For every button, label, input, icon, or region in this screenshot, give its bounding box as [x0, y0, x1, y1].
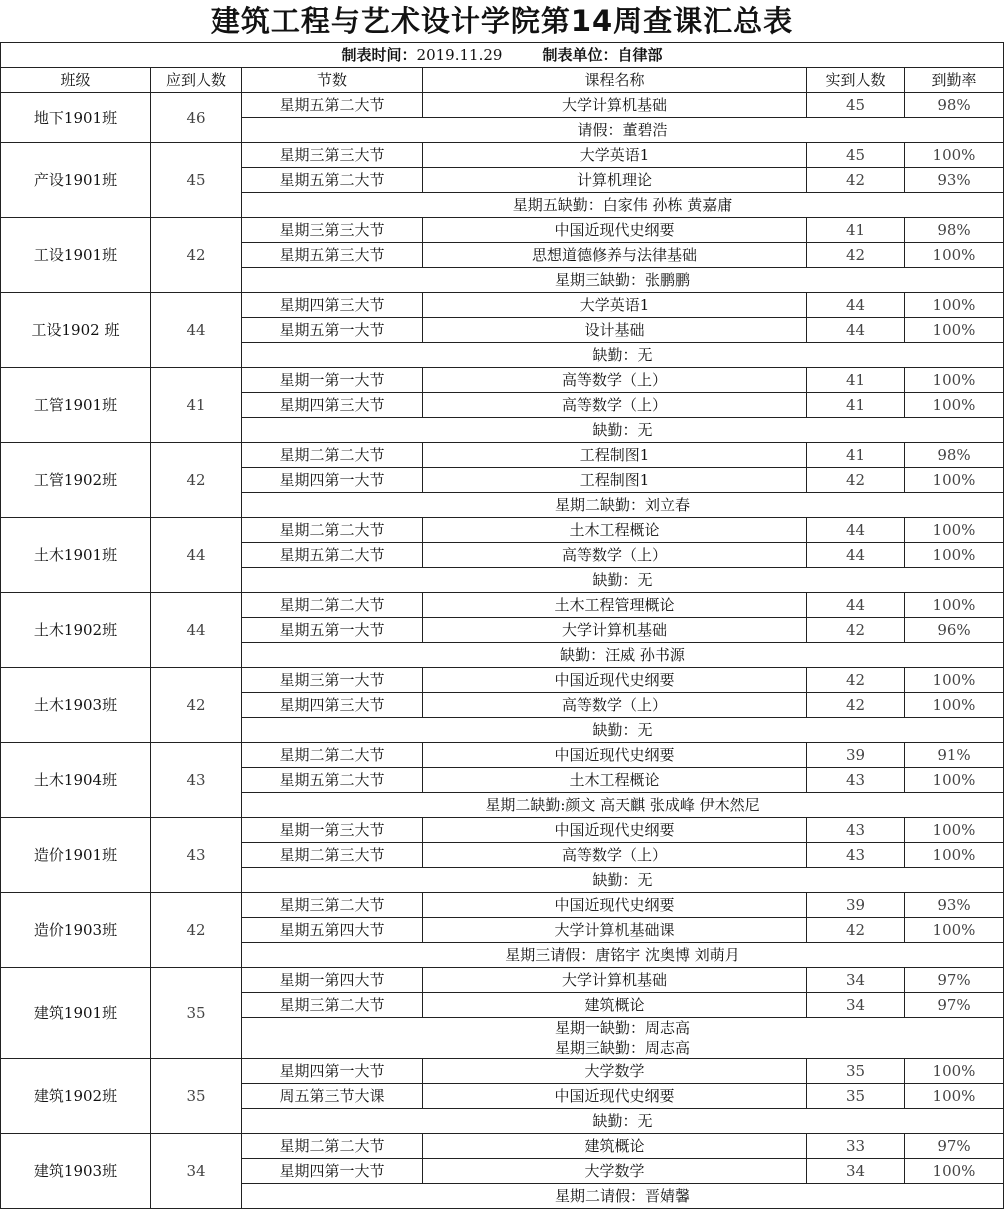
attendance-table [0, 42, 1004, 1209]
table-row [1, 668, 1004, 693]
attendance-rate-cell: 100% [905, 918, 1004, 943]
expected-count-cell: 41 [151, 368, 242, 443]
period-cell: 星期四第三大节 [242, 393, 423, 418]
actual-count-cell: 41 [807, 368, 905, 393]
absence-note: 星期三缺勤：周志高 [554, 1039, 690, 1057]
course-cell: 中国近现代史纲要 [423, 818, 807, 843]
absence-note-cell [242, 643, 1004, 668]
attendance-rate-cell: 91% [905, 743, 1004, 768]
table-row [1, 218, 1004, 243]
actual-count-cell: 41 [807, 393, 905, 418]
course-cell: 高等数学（上） [423, 393, 807, 418]
actual-count-cell: 42 [807, 468, 905, 493]
absence-note: 请假：董碧浩 [577, 121, 668, 139]
period-cell: 星期二第二大节 [242, 1134, 423, 1159]
course-cell: 中国近现代史纲要 [423, 893, 807, 918]
attendance-rate-cell: 98% [905, 443, 1004, 468]
course-cell: 高等数学（上） [423, 543, 807, 568]
absence-note-cell [242, 718, 1004, 743]
time-label: 制表时间： [341, 46, 417, 64]
class-name-cell: 工管1901班 [1, 368, 151, 443]
meta-cell [1, 43, 1004, 68]
table-row [1, 368, 1004, 393]
period-cell: 星期二第二大节 [242, 443, 423, 468]
absence-note: 缺勤：无 [592, 1112, 653, 1130]
period-cell: 星期五第二大节 [242, 768, 423, 793]
period-cell: 星期五第一大节 [242, 618, 423, 643]
actual-count-cell: 44 [807, 293, 905, 318]
course-cell: 建筑概论 [423, 993, 807, 1018]
actual-count-cell: 45 [807, 143, 905, 168]
header-expected: 应到人数 [151, 68, 242, 93]
actual-count-cell: 44 [807, 518, 905, 543]
attendance-rate-cell: 97% [905, 1134, 1004, 1159]
attendance-rate-cell: 98% [905, 218, 1004, 243]
class-name-cell: 建筑1902班 [1, 1059, 151, 1134]
absence-note: 星期三缺勤：张鹏鹏 [554, 271, 690, 289]
course-cell: 大学英语1 [423, 143, 807, 168]
period-cell: 星期一第一大节 [242, 368, 423, 393]
absence-note: 缺勤：无 [592, 571, 653, 589]
course-cell: 中国近现代史纲要 [423, 668, 807, 693]
attendance-rate-cell: 100% [905, 668, 1004, 693]
expected-count-cell: 44 [151, 293, 242, 368]
table-row [1, 818, 1004, 843]
class-name-cell: 造价1903班 [1, 893, 151, 968]
expected-count-cell: 35 [151, 968, 242, 1059]
actual-count-cell: 43 [807, 843, 905, 868]
course-cell: 中国近现代史纲要 [423, 743, 807, 768]
period-cell: 星期二第二大节 [242, 518, 423, 543]
absence-note-cell [242, 943, 1004, 968]
table-row [1, 1059, 1004, 1084]
expected-count-cell: 46 [151, 93, 242, 143]
class-name-cell: 产设1901班 [1, 143, 151, 218]
period-cell: 星期三第二大节 [242, 993, 423, 1018]
course-cell: 高等数学（上） [423, 693, 807, 718]
absence-note: 星期二缺勤：刘立春 [554, 496, 690, 514]
attendance-rate-cell: 93% [905, 893, 1004, 918]
period-cell: 星期四第一大节 [242, 1159, 423, 1184]
attendance-rate-cell: 100% [905, 393, 1004, 418]
attendance-rate-cell: 100% [905, 693, 1004, 718]
attendance-rate-cell: 97% [905, 993, 1004, 1018]
table-row [1, 743, 1004, 768]
class-name-cell: 土木1903班 [1, 668, 151, 743]
period-cell: 星期一第三大节 [242, 818, 423, 843]
attendance-rate-cell: 100% [905, 1084, 1004, 1109]
expected-count-cell: 42 [151, 218, 242, 293]
table-row [1, 443, 1004, 468]
header-class: 班级 [1, 68, 151, 93]
absence-note: 星期三请假：唐铭宇 沈奥博 刘萌月 [505, 946, 740, 964]
absence-note: 缺勤：无 [592, 346, 653, 364]
attendance-rate-cell: 100% [905, 1059, 1004, 1084]
absence-note-cell [242, 493, 1004, 518]
header-row [1, 68, 1004, 93]
period-cell: 星期三第三大节 [242, 143, 423, 168]
course-cell: 计算机理论 [423, 168, 807, 193]
actual-count-cell: 42 [807, 243, 905, 268]
course-cell: 思想道德修养与法律基础 [423, 243, 807, 268]
course-cell: 大学数学 [423, 1159, 807, 1184]
class-name-cell: 土木1904班 [1, 743, 151, 818]
course-cell: 工程制图1 [423, 468, 807, 493]
attendance-rate-cell: 98% [905, 93, 1004, 118]
class-name-cell: 工设1902 班 [1, 293, 151, 368]
attendance-rate-cell: 100% [905, 468, 1004, 493]
actual-count-cell: 44 [807, 543, 905, 568]
absence-note-cell [242, 418, 1004, 443]
period-cell: 星期三第一大节 [242, 668, 423, 693]
actual-count-cell: 42 [807, 693, 905, 718]
period-cell: 周五第三节大课 [242, 1084, 423, 1109]
period-cell: 星期四第一大节 [242, 1059, 423, 1084]
attendance-rate-cell: 100% [905, 593, 1004, 618]
attendance-rate-cell: 100% [905, 368, 1004, 393]
course-cell: 高等数学（上） [423, 368, 807, 393]
course-cell: 工程制图1 [423, 443, 807, 468]
attendance-rate-cell: 100% [905, 318, 1004, 343]
table-row [1, 1134, 1004, 1159]
actual-count-cell: 44 [807, 593, 905, 618]
attendance-rate-cell: 100% [905, 543, 1004, 568]
attendance-rate-cell: 100% [905, 768, 1004, 793]
class-name-cell: 造价1901班 [1, 818, 151, 893]
expected-count-cell: 34 [151, 1134, 242, 1209]
absence-note: 缺勤：无 [592, 421, 653, 439]
absence-note-cell [242, 268, 1004, 293]
period-cell: 星期三第二大节 [242, 893, 423, 918]
period-cell: 星期二第三大节 [242, 843, 423, 868]
absence-note: 星期二请假：晋婧馨 [554, 1187, 690, 1205]
expected-count-cell: 44 [151, 593, 242, 668]
actual-count-cell: 42 [807, 168, 905, 193]
actual-count-cell: 42 [807, 668, 905, 693]
course-cell: 大学计算机基础 [423, 93, 807, 118]
absence-note-cell [242, 1018, 1004, 1059]
period-cell: 星期二第二大节 [242, 743, 423, 768]
header-rate: 到勤率 [905, 68, 1004, 93]
table-body [1, 43, 1004, 1209]
actual-count-cell: 43 [807, 768, 905, 793]
header-period: 节数 [242, 68, 423, 93]
absence-note-cell [242, 343, 1004, 368]
course-cell: 大学计算机基础 [423, 618, 807, 643]
actual-count-cell: 42 [807, 618, 905, 643]
actual-count-cell: 41 [807, 443, 905, 468]
class-name-cell: 土木1902班 [1, 593, 151, 668]
actual-count-cell: 45 [807, 93, 905, 118]
course-cell: 中国近现代史纲要 [423, 218, 807, 243]
period-cell: 星期四第三大节 [242, 693, 423, 718]
period-cell: 星期四第一大节 [242, 468, 423, 493]
table-row [1, 93, 1004, 118]
time-value: 2019.11.29 [416, 46, 503, 64]
attendance-rate-cell: 100% [905, 518, 1004, 543]
expected-count-cell: 43 [151, 818, 242, 893]
attendance-rate-cell: 100% [905, 843, 1004, 868]
attendance-rate-cell: 97% [905, 968, 1004, 993]
actual-count-cell: 42 [807, 918, 905, 943]
expected-count-cell: 44 [151, 518, 242, 593]
absence-note-cell [242, 1184, 1004, 1209]
period-cell: 星期五第四大节 [242, 918, 423, 943]
course-cell: 大学数学 [423, 1059, 807, 1084]
expected-count-cell: 42 [151, 893, 242, 968]
class-name-cell: 建筑1903班 [1, 1134, 151, 1209]
course-cell: 建筑概论 [423, 1134, 807, 1159]
expected-count-cell: 43 [151, 743, 242, 818]
absence-note: 缺勤：汪威 孙书源 [560, 646, 685, 664]
absence-note-cell [242, 793, 1004, 818]
expected-count-cell: 45 [151, 143, 242, 218]
attendance-rate-cell: 100% [905, 143, 1004, 168]
attendance-rate-cell: 100% [905, 1159, 1004, 1184]
period-cell: 星期五第一大节 [242, 318, 423, 343]
class-name-cell: 工管1902班 [1, 443, 151, 518]
absence-note: 缺勤：无 [592, 721, 653, 739]
actual-count-cell: 33 [807, 1134, 905, 1159]
actual-count-cell: 35 [807, 1084, 905, 1109]
expected-count-cell: 42 [151, 668, 242, 743]
period-cell: 星期二第二大节 [242, 593, 423, 618]
course-cell: 高等数学（上） [423, 843, 807, 868]
period-cell: 星期三第三大节 [242, 218, 423, 243]
course-cell: 设计基础 [423, 318, 807, 343]
actual-count-cell: 35 [807, 1059, 905, 1084]
period-cell: 星期四第三大节 [242, 293, 423, 318]
actual-count-cell: 39 [807, 893, 905, 918]
course-cell: 土木工程管理概论 [423, 593, 807, 618]
header-actual: 实到人数 [807, 68, 905, 93]
period-cell: 星期五第二大节 [242, 168, 423, 193]
absence-note-cell [242, 193, 1004, 218]
period-cell: 星期一第四大节 [242, 968, 423, 993]
table-row [1, 293, 1004, 318]
absence-note: 星期一缺勤：周志高 [554, 1019, 690, 1037]
absence-note: 星期五缺勤：白家伟 孙栋 黄嘉庸 [512, 196, 733, 214]
absence-note-cell [242, 868, 1004, 893]
absence-note: 星期二缺勤:颜文 高天麒 张成峰 伊木然尼 [485, 796, 760, 814]
meta-row [1, 43, 1004, 68]
table-row [1, 893, 1004, 918]
attendance-rate-cell: 93% [905, 168, 1004, 193]
actual-count-cell: 34 [807, 1159, 905, 1184]
actual-count-cell: 44 [807, 318, 905, 343]
expected-count-cell: 42 [151, 443, 242, 518]
period-cell: 星期五第二大节 [242, 93, 423, 118]
course-cell: 大学计算机基础课 [423, 918, 807, 943]
attendance-rate-cell: 96% [905, 618, 1004, 643]
sheet-title: 建筑工程与艺术设计学院第14周查课汇总表 [210, 4, 794, 38]
table-row [1, 518, 1004, 543]
period-cell: 星期五第三大节 [242, 243, 423, 268]
course-cell: 土木工程概论 [423, 768, 807, 793]
period-cell: 星期五第二大节 [242, 543, 423, 568]
absence-note: 缺勤：无 [592, 871, 653, 889]
course-cell: 大学英语1 [423, 293, 807, 318]
attendance-rate-cell: 100% [905, 293, 1004, 318]
table-row [1, 968, 1004, 993]
course-cell: 中国近现代史纲要 [423, 1084, 807, 1109]
absence-note-cell [242, 1109, 1004, 1134]
class-name-cell: 建筑1901班 [1, 968, 151, 1059]
class-name-cell: 土木1901班 [1, 518, 151, 593]
attendance-rate-cell: 100% [905, 243, 1004, 268]
class-name-cell: 地下1901班 [1, 93, 151, 143]
table-row [1, 593, 1004, 618]
unit-value: 自律部 [617, 46, 663, 64]
unit-label: 制表单位： [542, 46, 618, 64]
course-cell: 土木工程概论 [423, 518, 807, 543]
class-name-cell: 工设1901班 [1, 218, 151, 293]
actual-count-cell: 41 [807, 218, 905, 243]
actual-count-cell: 39 [807, 743, 905, 768]
course-cell: 大学计算机基础 [423, 968, 807, 993]
absence-note-cell [242, 568, 1004, 593]
table-row [1, 143, 1004, 168]
absence-note-cell [242, 118, 1004, 143]
actual-count-cell: 43 [807, 818, 905, 843]
expected-count-cell: 35 [151, 1059, 242, 1134]
attendance-rate-cell: 100% [905, 818, 1004, 843]
actual-count-cell: 34 [807, 968, 905, 993]
actual-count-cell: 34 [807, 993, 905, 1018]
header-course: 课程名称 [423, 68, 807, 93]
